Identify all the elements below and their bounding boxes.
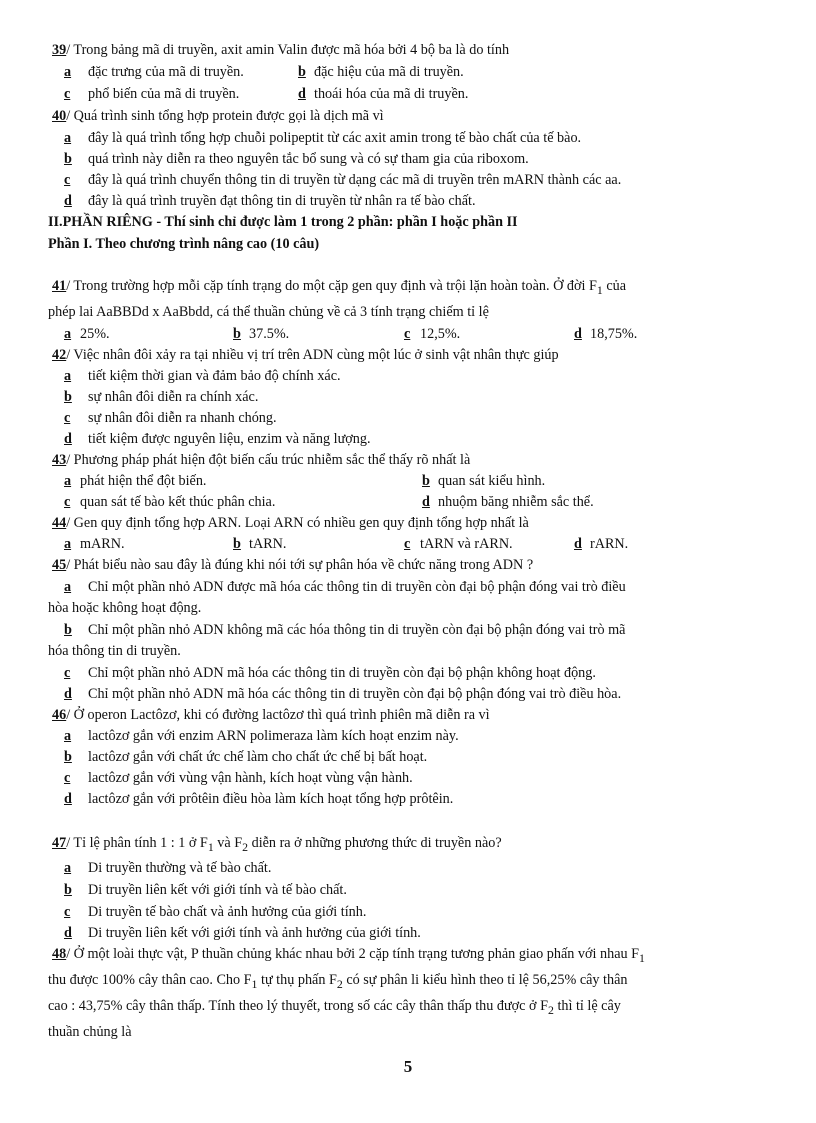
question-text: / Việc nhân đôi xảy ra tại nhiều vị trí trên ADN cùng một lúc ở sinh vật nhân thực giúp	[66, 347, 559, 363]
option-text: lactôzơ gắn với prôtêin điều hòa làm kích hoạt tổng hợp prôtêin.	[88, 791, 454, 807]
option-text: lactôzơ gắn với chất ức chế làm cho chất ức chế bị bất hoạt.	[88, 749, 428, 765]
option-letter: a	[64, 64, 72, 80]
option-text: đây là quá trình truyền đạt thông tin di truyền từ nhân ra tế bào chất.	[88, 193, 476, 209]
option-a	[64, 858, 271, 878]
option-text: 37.5%.	[249, 326, 290, 342]
option-letter: c	[64, 904, 71, 920]
subscript: 1	[251, 976, 258, 991]
option-letter: b	[233, 326, 241, 342]
option-b	[64, 880, 347, 900]
question-text: thì tỉ lệ cây	[553, 998, 621, 1014]
option-text: Di truyền tế bào chất và ảnh hưởng của giới tính.	[88, 904, 367, 920]
option-d	[64, 789, 453, 809]
option-text: sự nhân đôi diễn ra chính xác.	[88, 389, 259, 405]
option-text: đây là quá trình chuyển thông tin di truyền từ dạng các mã di truyền trên mARN thành các aa.	[88, 172, 622, 188]
option-letter: c	[404, 536, 411, 552]
option-text: lactôzơ gắn với enzim ARN polimeraza làm kích hoạt enzim này.	[88, 728, 459, 744]
option-text: tiết kiệm thời gian và đảm bảo độ chính xác.	[88, 368, 341, 384]
option-d	[574, 324, 637, 344]
option-text: mARN.	[80, 536, 125, 552]
option-letter: a	[64, 130, 72, 146]
section-heading: II.PHẦN RIÊNG - Thí sinh chỉ được làm 1 trong 2 phần: phần I hoặc phần II	[48, 214, 518, 230]
option-text: nhuộm băng nhiễm sắc thể.	[438, 494, 594, 510]
option-letter: b	[64, 389, 72, 405]
question-42	[52, 345, 559, 365]
option-letter: a	[64, 579, 72, 595]
option-letter: a	[64, 326, 72, 342]
option-text: thoái hóa của mã di truyền.	[314, 86, 469, 102]
option-b	[64, 149, 529, 169]
option-text: Di truyền thường và tế bào chất.	[88, 860, 272, 876]
question-48	[52, 944, 645, 968]
option-text: quan sát kiểu hình.	[438, 473, 546, 489]
subscript: 1	[596, 282, 603, 297]
question-text: tự thụ phấn F	[257, 972, 337, 988]
question-text: / Phát biểu nào sau đây là đúng khi nói tới sự phân hóa về chức năng trong ADN ?	[66, 557, 534, 573]
option-c	[64, 768, 413, 788]
option-a	[64, 366, 341, 386]
option-text: quá trình này diễn ra theo nguyên tắc bổ sung và có sự tham gia của riboxom.	[88, 151, 529, 167]
option-c	[64, 902, 366, 922]
option-c	[64, 492, 275, 512]
option-text: Di truyền liên kết với giới tính và tế bào chất.	[88, 882, 347, 898]
option-letter: d	[574, 536, 582, 552]
option-letter: a	[64, 473, 72, 489]
question-text: / Gen quy định tổng hợp ARN. Loại ARN có nhiều gen quy định tổng hợp nhất là	[66, 515, 529, 531]
option-letter: a	[64, 536, 72, 552]
option-d	[422, 492, 594, 512]
option-b	[298, 62, 464, 82]
option-letter: c	[64, 172, 71, 188]
question-48-line3	[48, 996, 621, 1020]
option-a-cont: hòa hoặc không hoạt động.	[48, 600, 202, 616]
option-text: Chỉ một phần nhỏ ADN mã hóa các thông tin di truyền còn đại bộ phận đóng vai trò điều hòa.	[88, 686, 622, 702]
option-letter: b	[233, 536, 241, 552]
question-text: và F	[213, 835, 243, 851]
subscript: 2	[242, 839, 249, 854]
option-letter: a	[64, 860, 72, 876]
option-letter: c	[64, 770, 71, 786]
question-47	[52, 833, 502, 857]
option-b	[422, 471, 545, 491]
option-text: Chỉ một phần nhỏ ADN không mã các hóa thông tin di truyền còn đại bộ phận đóng vai trò mã	[88, 622, 626, 638]
option-letter: b	[64, 882, 72, 898]
option-letter: b	[64, 151, 72, 167]
option-letter: d	[64, 431, 72, 447]
subscript: 1	[207, 839, 214, 854]
option-text: phát hiện thể đột biến.	[80, 473, 207, 489]
option-b	[233, 534, 286, 554]
option-a	[64, 62, 244, 82]
option-letter: d	[574, 326, 582, 342]
option-text: Di truyền liên kết với giới tính và ảnh hưởng của giới tính.	[88, 925, 421, 941]
question-text: có sự phân li kiểu hình theo tỉ lệ 56,25% cây thân	[342, 972, 628, 988]
option-c	[64, 408, 277, 428]
question-text: / Ở một loài thực vật, P thuần chủng khác nhau bởi 2 cặp tính trạng tương phản giao phấn với nhau F	[66, 946, 640, 962]
question-46	[52, 705, 490, 725]
option-text: quan sát tế bào kết thúc phân chia.	[80, 494, 276, 510]
option-a	[64, 128, 581, 148]
question-text: diễn ra ở những phương thức di truyền nào?	[248, 835, 502, 851]
option-b	[64, 620, 625, 640]
option-letter: b	[298, 64, 306, 80]
page-number: 5	[403, 1057, 413, 1076]
option-a	[64, 471, 206, 491]
subscript: 2	[336, 976, 343, 991]
option-text: 12,5%.	[420, 326, 461, 342]
subscript: 2	[547, 1002, 554, 1017]
question-text: / Ở operon Lactôzơ, khi có đường lactôzơ thì quá trình phiên mã diễn ra vì	[66, 707, 490, 723]
option-c	[64, 84, 239, 104]
question-text: / Trong trường hợp mỗi cặp tính trạng do một cặp gen quy định và trội lặn hoàn toàn. Ở đời F	[66, 278, 597, 294]
option-letter: d	[64, 686, 72, 702]
option-a	[64, 324, 110, 344]
question-number: 46	[52, 707, 67, 723]
option-letter: c	[64, 494, 71, 510]
question-number: 39	[52, 42, 67, 58]
option-text: đây là quá trình tổng hợp chuỗi polipeptit từ các axit amin trong tế bào chất của tế bào.	[88, 130, 582, 146]
question-40	[52, 106, 384, 126]
option-c	[64, 170, 621, 190]
question-number: 44	[52, 515, 67, 531]
option-text: 25%.	[80, 326, 110, 342]
question-number: 48	[52, 946, 67, 962]
option-c	[404, 534, 513, 554]
option-letter: d	[298, 86, 306, 102]
option-b	[64, 387, 258, 407]
option-d	[64, 191, 476, 211]
option-b	[64, 747, 427, 767]
question-text: thu được 100% cây thân cao. Cho F	[48, 972, 252, 988]
option-text: rARN.	[590, 536, 629, 552]
question-48-line4: thuần chủng là	[48, 1024, 132, 1040]
question-41	[52, 276, 626, 300]
question-number: 43	[52, 452, 67, 468]
question-number: 42	[52, 347, 67, 363]
option-d	[64, 923, 421, 943]
question-41-cont: phép lai AaBBDd x AaBbdd, cá thể thuần chủng về cả 3 tính trạng chiếm tỉ lệ	[48, 304, 489, 320]
option-d	[64, 684, 621, 704]
option-a	[64, 577, 626, 597]
question-text: cao : 43,75% cây thân thấp. Tính theo lý thuyết, trong số các cây thân thấp thu được ở F	[48, 998, 548, 1014]
option-a	[64, 534, 125, 554]
option-b	[233, 324, 289, 344]
option-d	[574, 534, 628, 554]
option-text: sự nhân đôi diễn ra nhanh chóng.	[88, 410, 277, 426]
question-text: của	[602, 278, 627, 294]
question-39	[52, 40, 509, 60]
option-letter: d	[422, 494, 430, 510]
option-letter: d	[64, 791, 72, 807]
option-c	[64, 663, 596, 683]
option-text: đặc hiệu của mã di truyền.	[314, 64, 464, 80]
question-43	[52, 450, 470, 470]
option-letter: d	[64, 193, 72, 209]
option-letter: c	[64, 86, 71, 102]
option-text: Chỉ một phần nhỏ ADN mã hóa các thông tin di truyền còn đại bộ phận không hoạt động.	[88, 665, 596, 681]
option-d	[298, 84, 468, 104]
option-letter: c	[64, 410, 71, 426]
option-letter: c	[64, 665, 71, 681]
option-text: 18,75%.	[590, 326, 638, 342]
option-text: phổ biến của mã di truyền.	[88, 86, 240, 102]
option-text: lactôzơ gắn với vùng vận hành, kích hoạt vùng vận hành.	[88, 770, 413, 786]
subscript: 1	[639, 950, 645, 965]
option-letter: b	[422, 473, 430, 489]
option-letter: c	[404, 326, 411, 342]
question-text: / Quá trình sinh tổng hợp protein được gọi là dịch mã vì	[66, 108, 384, 124]
question-text: / Tỉ lệ phân tính 1 : 1 ở F	[66, 835, 208, 851]
question-number: 45	[52, 557, 67, 573]
option-letter: a	[64, 368, 72, 384]
question-text: / Phương pháp phát hiện đột biến cấu trúc nhiễm sắc thể thấy rõ nhất là	[66, 452, 471, 468]
question-44	[52, 513, 529, 533]
option-text: tiết kiệm được nguyên liệu, enzim và năng lượng.	[88, 431, 371, 447]
question-number: 47	[52, 835, 67, 851]
part-heading: Phần I. Theo chương trình nâng cao (10 câu)	[48, 236, 320, 252]
option-text: tARN và rARN.	[420, 536, 513, 552]
option-d	[64, 429, 371, 449]
question-45	[52, 555, 533, 575]
option-text: tARN.	[249, 536, 287, 552]
option-text: đặc trưng của mã di truyền.	[88, 64, 244, 80]
question-text: / Trong bảng mã di truyền, axit amin Valin được mã hóa bởi 4 bộ ba là do tính	[66, 42, 510, 58]
question-48-line2	[48, 970, 627, 994]
option-b-cont: hóa thông tin di truyền.	[48, 643, 181, 659]
question-number: 41	[52, 278, 67, 294]
option-letter: a	[64, 728, 72, 744]
option-text: Chỉ một phần nhỏ ADN được mã hóa các thông tin di truyền còn đại bộ phận đóng vai trò điều	[88, 579, 626, 595]
question-number: 40	[52, 108, 67, 124]
option-a	[64, 726, 459, 746]
option-letter: d	[64, 925, 72, 941]
option-c	[404, 324, 460, 344]
option-letter: b	[64, 749, 72, 765]
option-letter: b	[64, 622, 72, 638]
